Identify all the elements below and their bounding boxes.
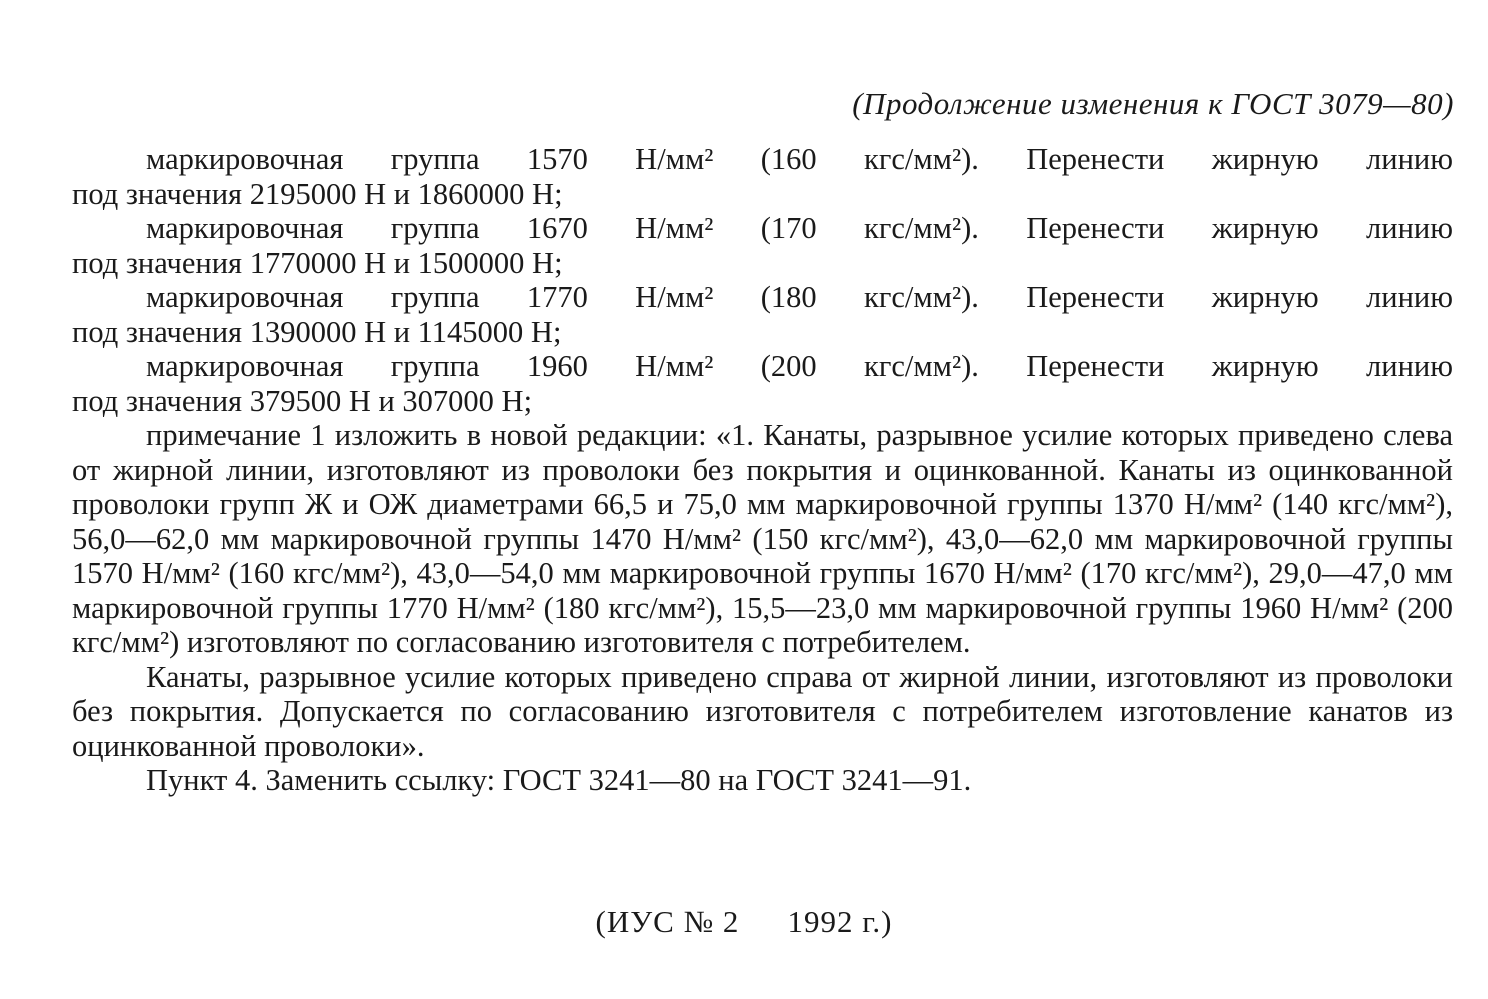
entry-line: под значения 1770000 Н и 1500000 Н; [72, 245, 563, 280]
document-body [72, 142, 1453, 798]
entry-line: маркировочная группа 1670 Н/мм² (170 кгс/мм²). Перенести жирную линию [146, 211, 1453, 245]
marking-group-entry-1770 [72, 280, 1453, 349]
entry-line: маркировочная группа 1770 Н/мм² (180 кгс/мм²). Перенести жирную линию [146, 280, 1453, 314]
note-paragraph: примечание 1 изложить в новой редакции: «1. Канаты, разрывное усилие которых приведено слева от жирной линии, изготовляют из проволоки без покрытия и оцинкованной. Канаты из оцинкованной проволоки групп Ж и ОЖ диаметрами 66,5 и 75,0 мм маркировочной группы 1370 Н/мм² (140 кгс/мм²), 56,0—62,0 мм маркировочной группы 1470 Н/мм² (150 кгс/мм²), 43,0—62,0 мм маркировочной группы 1570 Н/мм² (160 кгс/мм²), 43,0—54,0 мм маркировочной группы 1670 Н/мм² (170 кгс/мм²), 29,0—47,0 мм маркировочной группы 1770 Н/мм² (180 кгс/мм²), 15,5—23,0 мм маркировочной группы 1960 Н/мм² (200 кгс/мм²) изготовляют по согласованию изготовителя с потребителем. [72, 418, 1453, 659]
continuation-header: (Продолжение изменения к ГОСТ 3079—80) [852, 86, 1454, 121]
entry-line: под значения 1390000 Н и 1145000 Н; [72, 314, 562, 349]
marking-group-entry-1670 [72, 211, 1453, 280]
ius-number: (ИУС № 2 [595, 904, 740, 939]
entry-line: под значения 2195000 Н и 1860000 Н; [72, 176, 563, 211]
ius-footer [0, 904, 1488, 940]
ropes-paragraph: Канаты, разрывное усилие которых приведено справа от жирной линии, изготовляют из проволоки без покрытия. Допускается по согласованию изготовителя с потребителем изготовление канатов из оцинкованной проволоки». [72, 659, 1453, 763]
entry-line: маркировочная группа 1960 Н/мм² (200 кгс/мм²). Перенести жирную линию [146, 349, 1453, 383]
marking-group-entry-1960 [72, 349, 1453, 418]
entry-line: маркировочная группа 1570 Н/мм² (160 кгс/мм²). Перенести жирную линию [146, 142, 1453, 176]
ius-year: 1992 г.) [787, 904, 893, 939]
clause-4-paragraph: Пункт 4. Заменить ссылку: ГОСТ 3241—80 на ГОСТ 3241—91. [146, 763, 972, 797]
marking-group-entry-1570 [72, 142, 1453, 211]
entry-line: под значения 379500 Н и 307000 Н; [72, 383, 533, 418]
